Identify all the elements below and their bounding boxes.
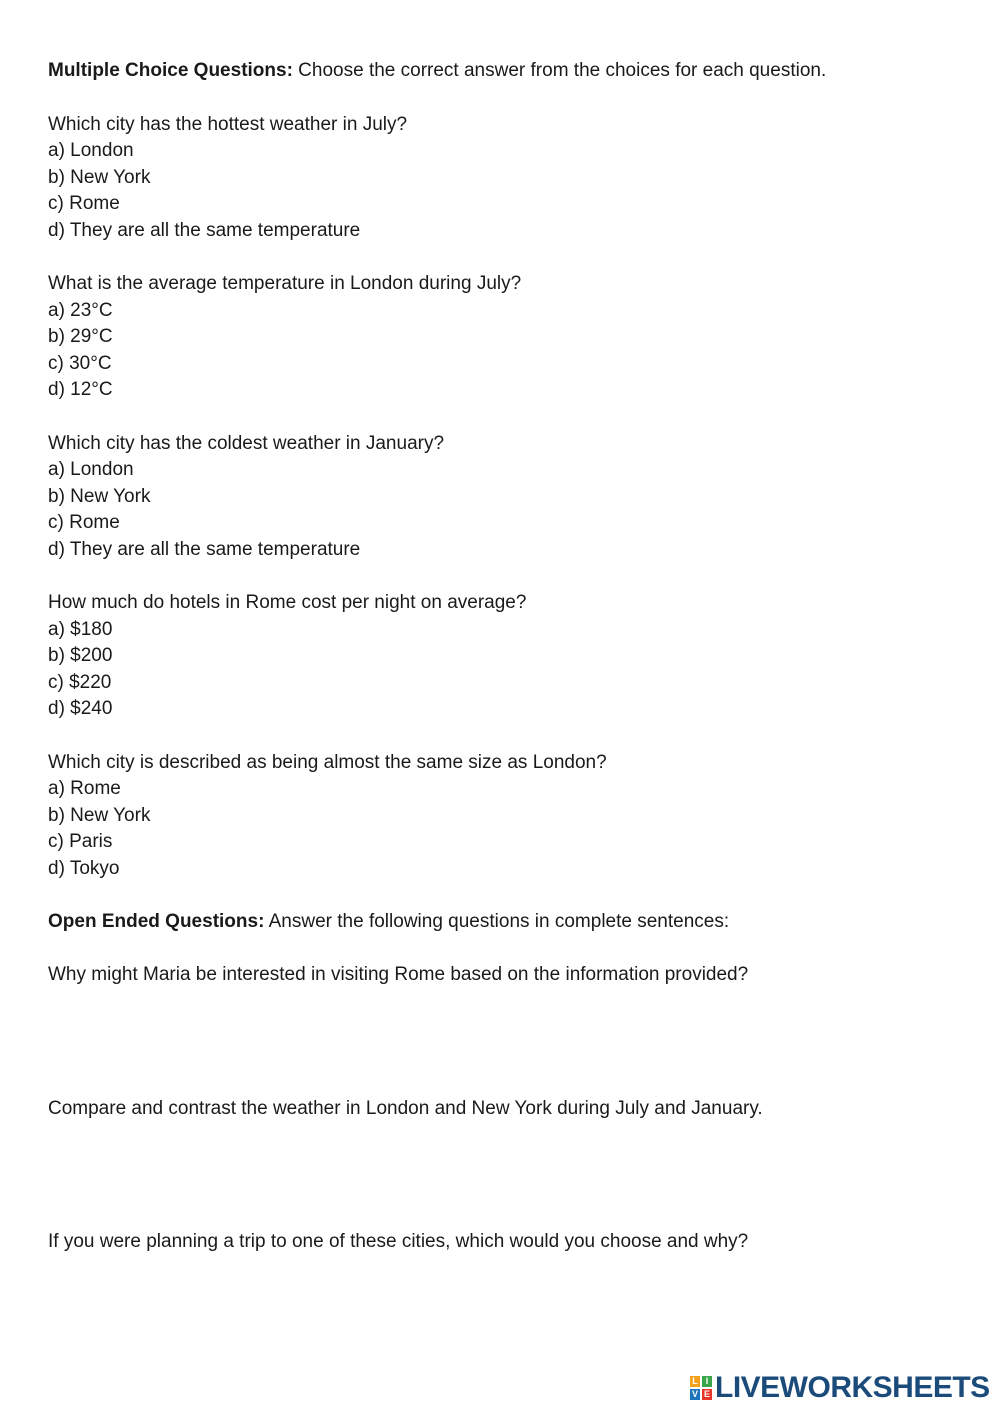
question-2: What is the average temperature in London during July? <box>48 273 522 294</box>
question-4-option-d[interactable]: d) $240 <box>48 698 113 719</box>
question-4-option-b[interactable]: b) $200 <box>48 645 113 666</box>
question-1-option-a[interactable]: a) London <box>48 140 134 161</box>
question-4-option-a[interactable]: a) $180 <box>48 619 113 640</box>
question-5-option-c[interactable]: c) Paris <box>48 831 113 852</box>
open-question-2: Compare and contrast the weather in London and New York during July and January. <box>48 1098 763 1119</box>
open-question-3: If you were planning a trip to one of these cities, which would you choose and why? <box>48 1231 749 1252</box>
question-3: Which city has the coldest weather in January? <box>48 433 445 454</box>
question-3-option-c[interactable]: c) Rome <box>48 512 120 533</box>
question-3-option-b[interactable]: b) New York <box>48 486 151 507</box>
question-4: How much do hotels in Rome cost per night on average? <box>48 592 527 613</box>
mcq-header <box>48 58 826 84</box>
question-2-option-d[interactable]: d) 12°C <box>48 379 113 400</box>
logo-mark-letter-e: E <box>703 1389 710 1399</box>
question-3-option-d[interactable]: d) They are all the same temperature <box>48 539 361 560</box>
mcq-header-title: Multiple Choice Questions: <box>48 60 293 81</box>
open-question-1: Why might Maria be interested in visiting Rome based on the information provided? <box>48 964 749 985</box>
question-1: Which city has the hottest weather in July? <box>48 114 408 135</box>
logo-mark-letter-l: L <box>690 1376 700 1387</box>
question-1-option-b[interactable]: b) New York <box>48 167 151 188</box>
question-5: Which city is described as being almost the same size as London? <box>48 752 607 773</box>
question-2-option-c[interactable]: c) 30°C <box>48 353 112 374</box>
open-header-instruction: Answer the following questions in complete sentences: <box>264 911 730 932</box>
question-2-option-a[interactable]: a) 23°C <box>48 300 113 321</box>
question-4-option-c[interactable]: c) $220 <box>48 672 112 693</box>
question-1-option-d[interactable]: d) They are all the same temperature <box>48 220 361 241</box>
mcq-header-instruction: Choose the correct answer from the choices for each question. <box>292 60 827 81</box>
logo-mark-letter-i: I <box>702 1376 712 1387</box>
question-2-option-b[interactable]: b) 29°C <box>48 326 113 347</box>
question-5-option-b[interactable]: b) New York <box>48 805 151 826</box>
logo-mark-letter-v: V <box>691 1389 698 1399</box>
question-3-option-a[interactable]: a) London <box>48 459 134 480</box>
open-header <box>48 909 729 935</box>
question-5-option-d[interactable]: d) Tokyo <box>48 858 120 879</box>
question-5-option-a[interactable]: a) Rome <box>48 778 121 799</box>
logo-mark-icon <box>690 1376 712 1400</box>
liveworksheets-logo <box>690 1372 990 1404</box>
logo-text: LIVEWORKSHEETS <box>715 1371 990 1404</box>
question-1-option-c[interactable]: c) Rome <box>48 193 120 214</box>
open-header-title: Open Ended Questions: <box>48 911 265 932</box>
